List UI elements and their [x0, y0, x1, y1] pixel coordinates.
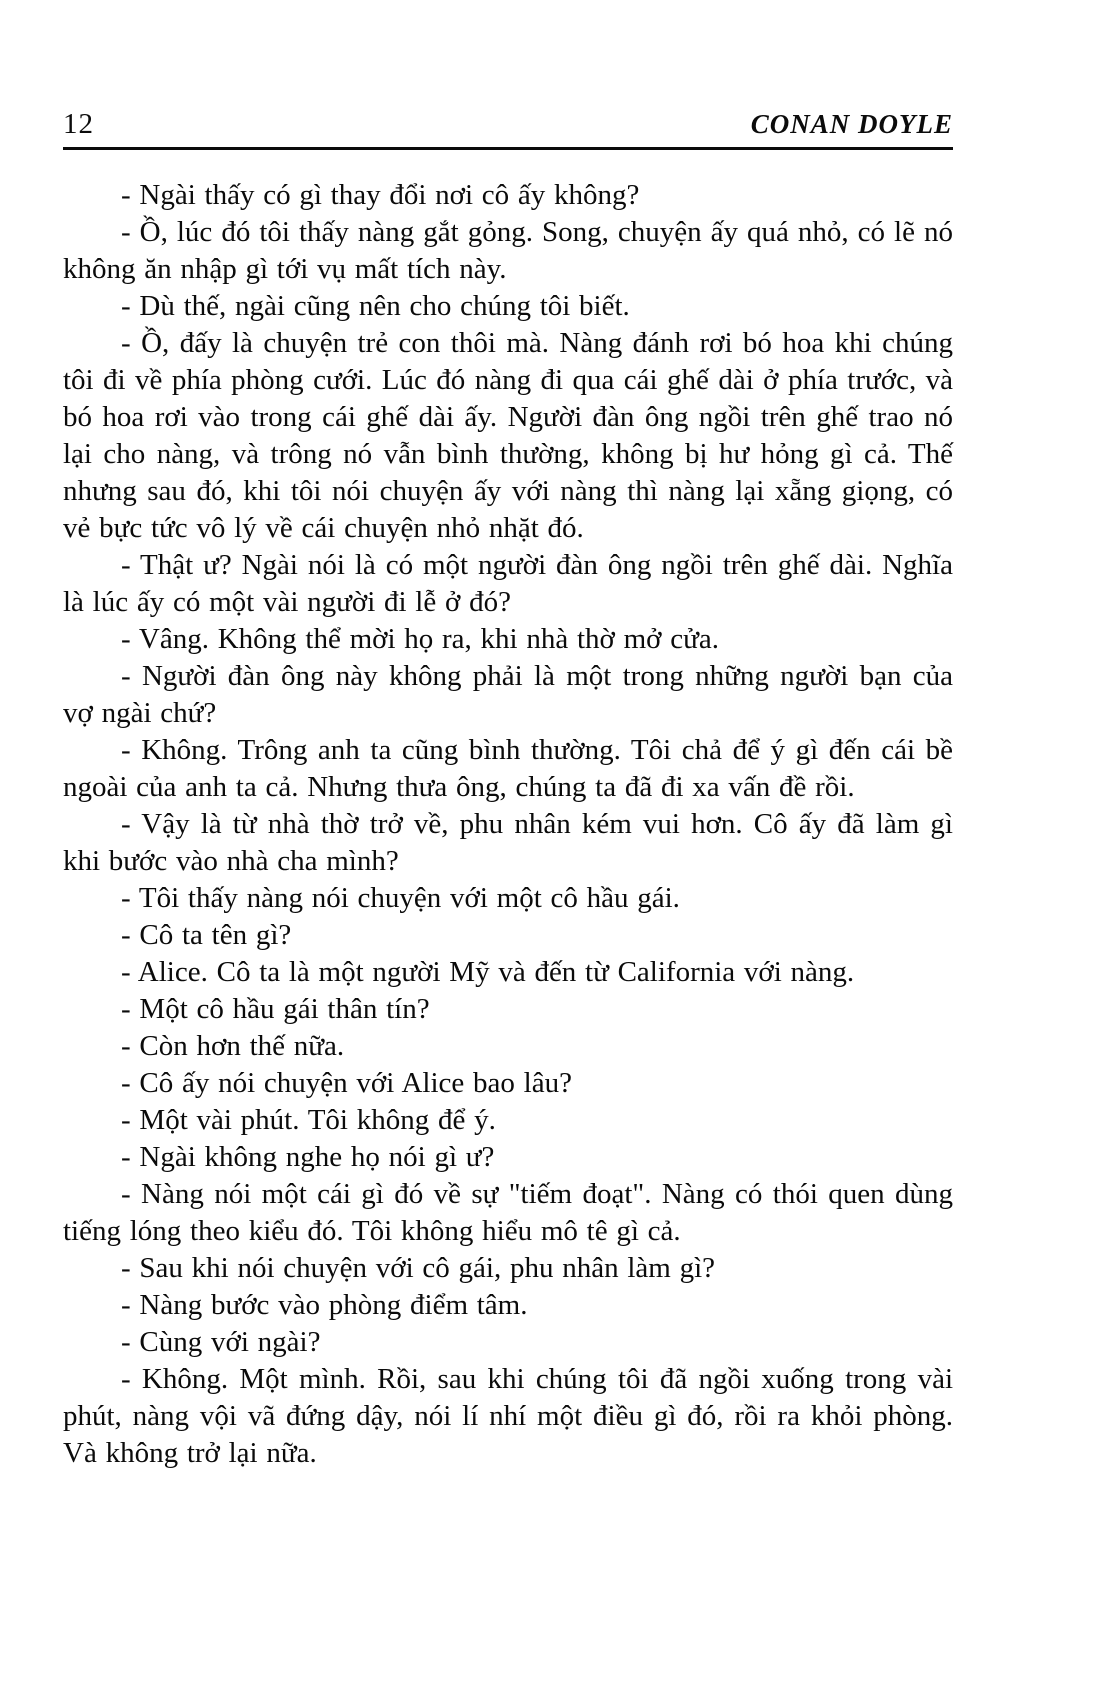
- paragraph: - Một cô hầu gái thân tín?: [121, 993, 430, 1025]
- paragraph: - Một vài phút. Tôi không để ý.: [121, 1104, 496, 1136]
- paragraph: - Nàng bước vào phòng điểm tâm.: [121, 1289, 528, 1321]
- paragraph: - Cùng với ngài?: [121, 1326, 321, 1358]
- paragraph: - Nàng nói một cái gì đó về sự "tiếm đoạt". Nàng có thói quen dùng tiếng lóng theo kiểu đó. Tôi không hiểu mô tê gì cả.: [63, 1178, 953, 1247]
- running-title: CONAN DOYLE: [750, 109, 953, 139]
- page-body: [63, 150, 953, 1472]
- paragraph: - Cô ấy nói chuyện với Alice bao lâu?: [121, 1067, 572, 1099]
- paragraph: - Thật ư? Ngài nói là có một người đàn ông ngồi trên ghế dài. Nghĩa là lúc ấy có một vài người đi lễ ở đó?: [63, 549, 953, 618]
- paragraph: - Vậy là từ nhà thờ trở về, phu nhân kém vui hơn. Cô ấy đã làm gì khi bước vào nhà cha mình?: [63, 808, 953, 877]
- paragraph: - Ngài không nghe họ nói gì ư?: [121, 1141, 495, 1173]
- paragraph: - Người đàn ông này không phải là một trong những người bạn của vợ ngài chứ?: [63, 660, 953, 729]
- paragraph: - Ồ, đấy là chuyện trẻ con thôi mà. Nàng đánh rơi bó hoa khi chúng tôi đi về phía phòng cưới. Lúc đó nàng đi qua cái ghế dài ở phía trước, và bó hoa rơi vào trong cái ghế dài ấy. Người đàn ông ngồi trên ghế trao nó lại cho nàng, và trông nó vẫn bình thường, không bị hư hỏng gì cả. Thế nhưng sau đó, khi tôi nói chuyện ấy với nàng thì nàng lại xẵng giọng, có vẻ bực tức vô lý về cái chuyện nhỏ nhặt đó.: [63, 327, 953, 544]
- paragraph: - Không. Trông anh ta cũng bình thường. Tôi chả để ý gì đến cái bề ngoài của anh ta cả. Nhưng thưa ông, chúng ta đã đi xa vấn đề rồi.: [63, 734, 953, 803]
- page-header: [63, 108, 953, 150]
- paragraph: - Cô ta tên gì?: [121, 919, 292, 951]
- paragraph: - Ồ, lúc đó tôi thấy nàng gắt gỏng. Song, chuyện ấy quá nhỏ, có lẽ nó không ăn nhập gì tới vụ mất tích này.: [63, 216, 953, 285]
- paragraph: - Vâng. Không thể mời họ ra, khi nhà thờ mở cửa.: [121, 623, 719, 655]
- paragraph: - Còn hơn thế nữa.: [121, 1030, 345, 1062]
- paragraph: - Sau khi nói chuyện với cô gái, phu nhân làm gì?: [121, 1252, 715, 1284]
- paragraph: - Tôi thấy nàng nói chuyện với một cô hầu gái.: [121, 882, 680, 914]
- paragraph: - Alice. Cô ta là một người Mỹ và đến từ California với nàng.: [121, 956, 855, 988]
- paragraph: - Không. Một mình. Rồi, sau khi chúng tôi đã ngồi xuống trong vài phút, nàng vội vã đứng dậy, nói lí nhí một điều gì đó, rồi ra khỏi phòng. Và không trở lại nữa.: [63, 1363, 953, 1469]
- paragraph: - Dù thế, ngài cũng nên cho chúng tôi biết.: [121, 290, 630, 322]
- paragraph: - Ngài thấy có gì thay đổi nơi cô ấy không?: [121, 179, 640, 211]
- page-number: 12: [63, 108, 94, 140]
